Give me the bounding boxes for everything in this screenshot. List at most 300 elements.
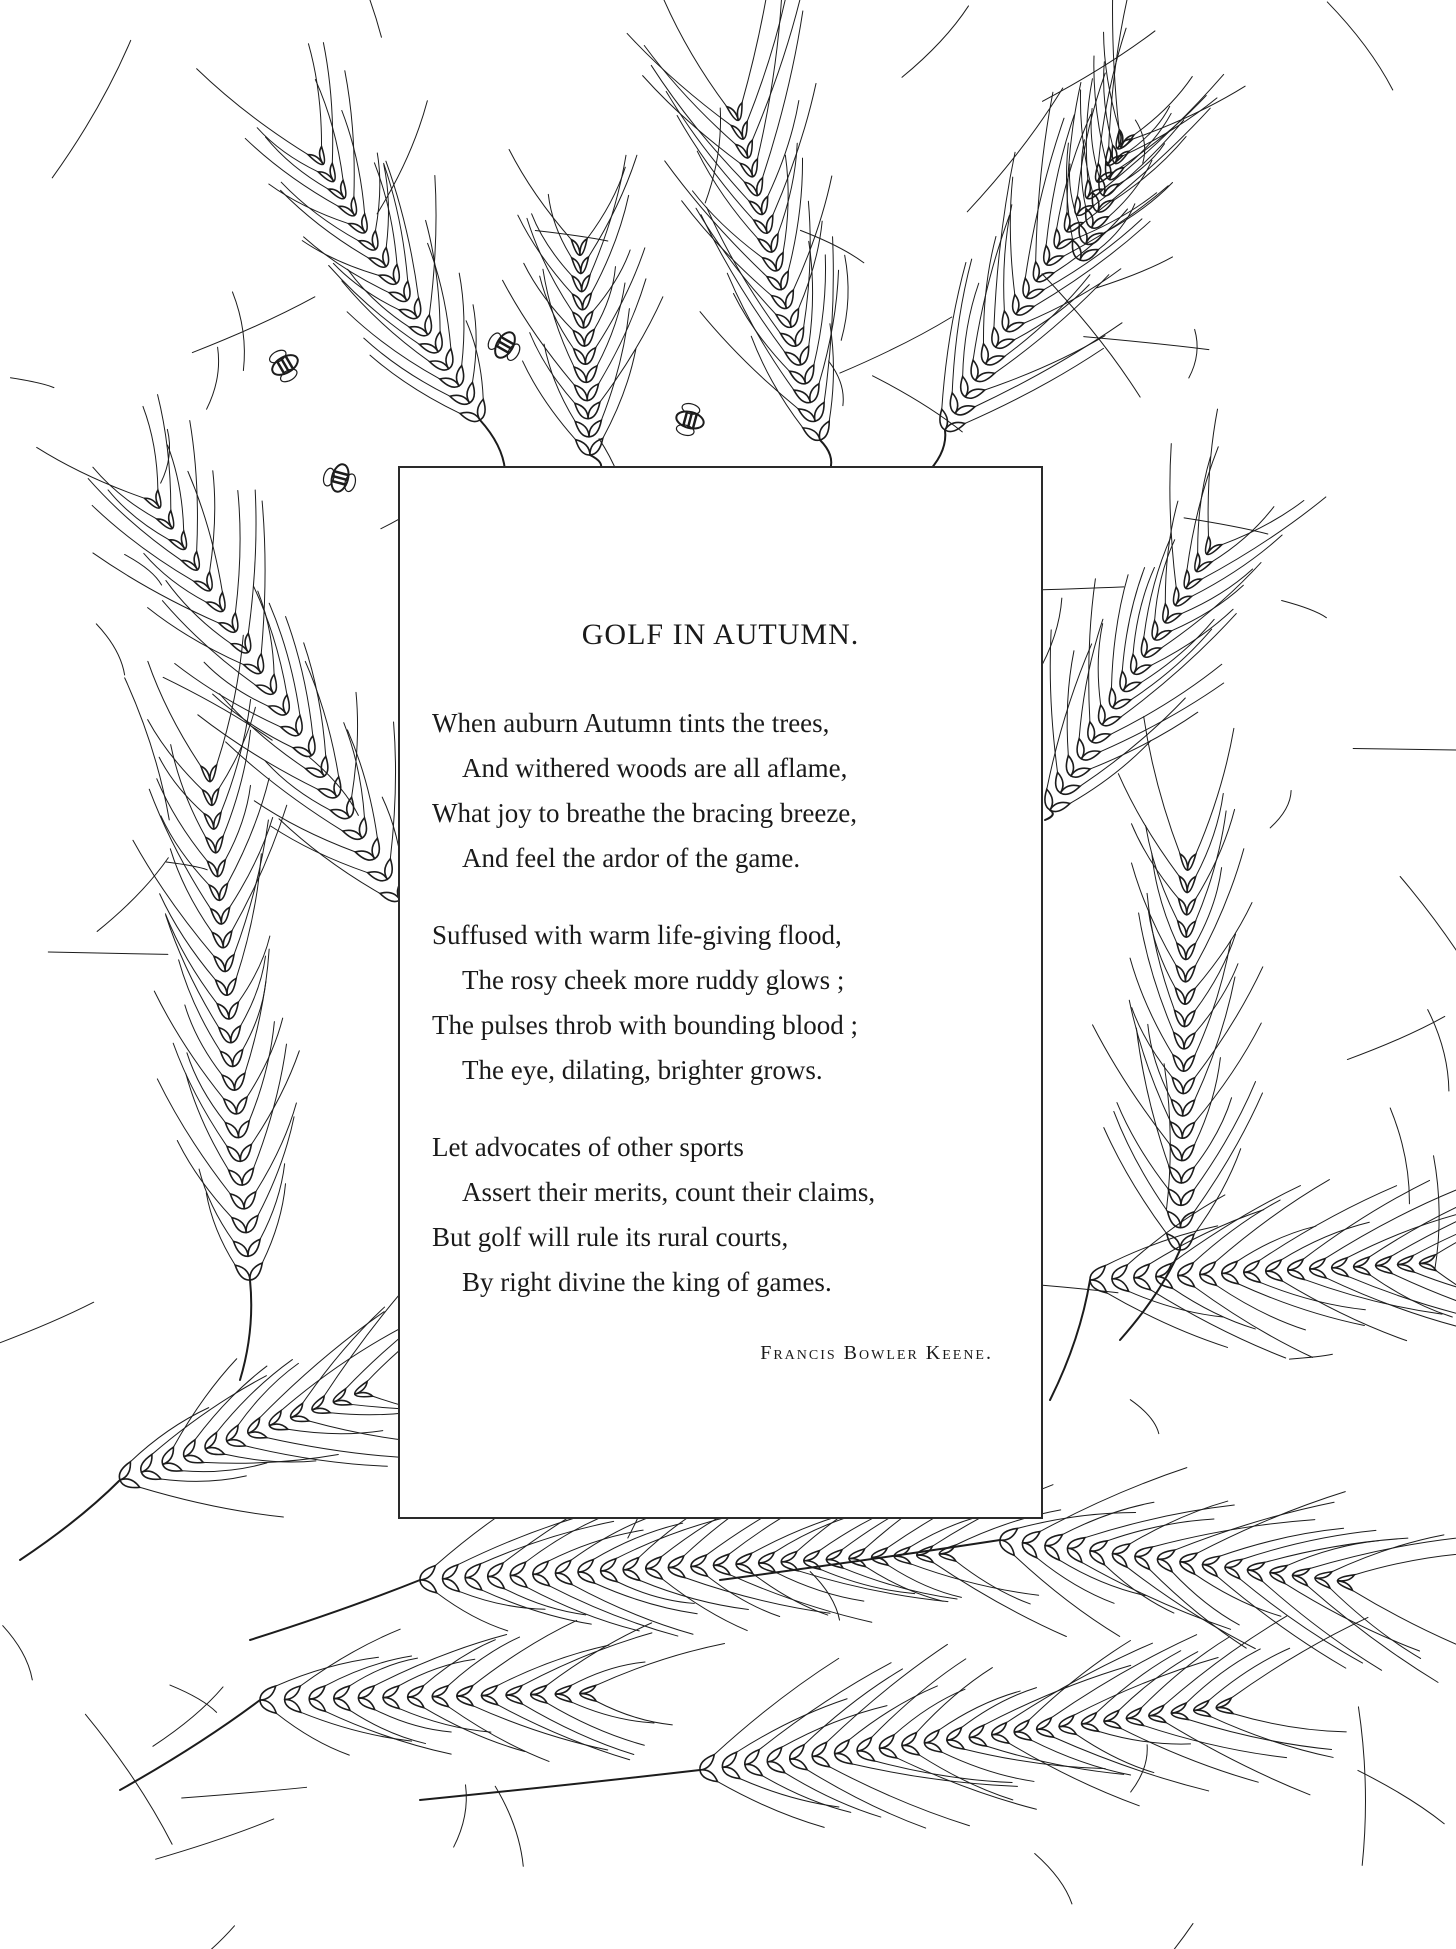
- wheat-grain: [488, 1563, 503, 1577]
- wheat-grain: [232, 613, 238, 632]
- wheat-grain: [1022, 1543, 1036, 1558]
- wheat-awn: [1130, 958, 1173, 1055]
- wheat-grain: [1177, 943, 1186, 959]
- wheat-grain: [1376, 1256, 1392, 1265]
- wheat-grain: [218, 860, 226, 877]
- wheat-awn: [210, 471, 215, 572]
- wheat-awn: [1107, 1293, 1228, 1348]
- wheat-awn: [707, 1576, 779, 1616]
- wheat-awn: [814, 255, 826, 365]
- wheat-awn: [873, 376, 963, 432]
- wheat-grain: [1171, 1713, 1188, 1720]
- wheat-awn: [192, 297, 314, 353]
- wheat-grain: [574, 349, 586, 364]
- wheat-awn: [48, 952, 168, 954]
- wheat-grain: [1354, 1257, 1370, 1267]
- wheat-grain: [1171, 1100, 1182, 1116]
- wheat-awn: [617, 1582, 694, 1604]
- wheat-grain: [355, 1393, 373, 1397]
- wheat-grain: [766, 215, 772, 233]
- wheat-awn: [1270, 791, 1291, 828]
- wheat-awn: [1358, 1770, 1444, 1823]
- wheat-grain: [1248, 1570, 1263, 1581]
- wheat-grain: [1332, 1258, 1348, 1268]
- wheat-awn: [304, 643, 326, 757]
- wheat-grain: [1181, 1167, 1194, 1183]
- wheat-awn: [1132, 863, 1177, 966]
- wheat-grain: [1092, 193, 1099, 212]
- wheat-awn: [52, 40, 130, 177]
- wheat-grain: [1158, 1550, 1175, 1559]
- wheat-grain: [1185, 966, 1195, 982]
- wheat-grain: [1188, 854, 1196, 870]
- wheat-awn: [1189, 329, 1197, 378]
- wheat-awn: [643, 76, 741, 164]
- wheat-awn: [1195, 1574, 1281, 1616]
- wheat-awn: [260, 1164, 285, 1239]
- wheat-grain: [285, 1700, 301, 1713]
- wheat-grain: [776, 315, 791, 328]
- wheat-awn: [804, 1669, 902, 1745]
- wheat-awn: [651, 65, 744, 182]
- wheat-awn: [203, 1455, 338, 1464]
- wheat-awn: [591, 195, 628, 293]
- wheat-awn: [160, 894, 216, 980]
- wheat-grain: [233, 1050, 243, 1067]
- wheat-awn: [271, 826, 368, 873]
- wheat-awn: [1282, 1281, 1406, 1341]
- wheat-grain: [1082, 1713, 1097, 1724]
- wheat-awn: [1149, 912, 1176, 988]
- wheat-awn: [888, 1565, 961, 1597]
- wheat-awn: [1144, 717, 1180, 854]
- wheat-grain: [767, 1762, 784, 1773]
- wheat-awn: [1097, 257, 1173, 288]
- wheat-grain: [1014, 1732, 1031, 1740]
- poem-author: Francis Bowler Keene.: [760, 1342, 993, 1364]
- wheat-grain: [1185, 988, 1195, 1004]
- wheat-awn: [788, 158, 802, 271]
- wheat-grain: [393, 264, 399, 283]
- wheat-grain: [1180, 854, 1188, 870]
- wheat-awn: [286, 617, 313, 736]
- wheat-grain: [481, 1696, 497, 1705]
- wheat-grain: [506, 1695, 522, 1704]
- wheat-grain: [791, 309, 799, 327]
- wheat-stem: [930, 430, 945, 470]
- wheat-grain: [1315, 1578, 1330, 1588]
- wheat-grain: [826, 1550, 842, 1560]
- wheat-awn: [522, 1704, 634, 1755]
- wheat-awn: [165, 914, 217, 1004]
- wheat-grain: [745, 182, 758, 195]
- wheat-awn: [616, 1515, 735, 1558]
- wheat-awn: [1133, 567, 1154, 654]
- wheat-grain: [722, 1767, 739, 1778]
- wheat-grain: [752, 159, 757, 177]
- wheat-awn: [665, 161, 767, 277]
- wheat-awn: [207, 347, 219, 409]
- wheat-ear: [197, 43, 505, 470]
- wheat-grain: [1270, 1573, 1285, 1584]
- wheat-grain: [1126, 1708, 1141, 1719]
- wheat-grain: [1338, 1575, 1355, 1581]
- wheat-awn: [1103, 1924, 1193, 1949]
- wheat-ear: [1045, 409, 1326, 820]
- poem-line: But golf will rule its rural courts,: [432, 1222, 789, 1252]
- wheat-awn: [198, 715, 318, 790]
- wheat-awn: [701, 215, 785, 353]
- wheat-awn: [532, 214, 573, 276]
- wheat-grain: [1079, 224, 1087, 243]
- wheat-grain: [583, 293, 592, 309]
- wheat-grain: [1248, 1562, 1265, 1570]
- wheat-awn: [188, 471, 223, 592]
- wheat-grain: [229, 1002, 238, 1019]
- wheat-awn: [1188, 1720, 1331, 1750]
- stanza-3: [432, 1125, 1021, 1305]
- wheat-awn: [325, 1711, 451, 1754]
- wheat-awn: [171, 745, 206, 838]
- wheat-awn: [662, 0, 727, 107]
- wheat-grain: [1310, 1258, 1325, 1269]
- wheat-grain: [1173, 1055, 1184, 1071]
- wheat-grain: [478, 399, 486, 420]
- wheat-awn: [375, 153, 379, 231]
- wheat-grain: [767, 277, 782, 290]
- wheat-awn: [1089, 579, 1096, 722]
- wheat-awn: [1080, 698, 1185, 786]
- wheat-awn: [1282, 601, 1327, 618]
- wheat-grain: [582, 275, 590, 291]
- wheat-awn: [199, 1169, 233, 1241]
- wheat-awn: [714, 1658, 838, 1754]
- wheat-grain: [1184, 1055, 1195, 1071]
- wheat-awn: [1171, 585, 1243, 631]
- wheat-grain: [555, 1685, 571, 1694]
- wheat-awn: [219, 707, 256, 788]
- wheat-awn: [1211, 1717, 1333, 1758]
- wheat-awn: [170, 1685, 217, 1712]
- wheat-awn: [288, 1429, 383, 1433]
- wheat-awn: [185, 1005, 222, 1075]
- wheat-grain: [203, 790, 212, 805]
- wheat-grain: [240, 1144, 251, 1161]
- wheat-awn: [1130, 1400, 1158, 1434]
- wheat-grain: [119, 1462, 130, 1480]
- wheat-grain: [221, 907, 229, 924]
- wheat-awn: [234, 820, 268, 955]
- wheat-grain: [383, 1686, 399, 1698]
- wheat-awn: [254, 1044, 287, 1168]
- wheat-awn: [985, 336, 1105, 390]
- wheat-grain: [902, 1732, 917, 1745]
- wheat-grain: [1398, 1256, 1414, 1265]
- wheat-grain: [805, 365, 814, 384]
- wheat-awn: [1070, 740, 1151, 803]
- wheat-awn: [829, 361, 844, 406]
- wheat-awn: [718, 1782, 825, 1828]
- wheat-awn: [225, 785, 250, 859]
- wheat-grain: [623, 1570, 640, 1581]
- wheat-awn: [437, 1593, 508, 1631]
- wheat-ear: [1050, 1180, 1456, 1400]
- wheat-grain: [781, 271, 788, 289]
- wheat-awn: [1014, 285, 1089, 340]
- wheat-grain: [219, 1028, 231, 1043]
- wheat-grain: [810, 384, 819, 403]
- wheat-awn: [1085, 1505, 1234, 1538]
- wheat-awn: [182, 1787, 307, 1798]
- wheat-grain: [425, 315, 432, 335]
- wheat-awn: [1067, 82, 1081, 212]
- wheat-awn: [768, 101, 799, 197]
- wheat-awn: [399, 1709, 491, 1733]
- wheat-grain: [575, 403, 588, 418]
- wheat-grain: [141, 1454, 152, 1472]
- wheat-awn: [125, 678, 170, 820]
- wheat-awn: [596, 1643, 725, 1685]
- wheat-grain: [747, 140, 752, 158]
- wheat-grain: [576, 440, 590, 455]
- wheat-grain: [757, 178, 763, 196]
- wheat-grain: [531, 1695, 547, 1703]
- wheat-awn: [1111, 575, 1128, 688]
- wheat-awn: [424, 1708, 525, 1752]
- wheat-awn: [911, 1564, 1039, 1595]
- wheat-grain: [924, 1743, 941, 1752]
- wheat-stem: [480, 420, 505, 470]
- wheat-grain: [531, 1686, 547, 1695]
- wheat-grain: [880, 1735, 895, 1748]
- wheat-grain: [201, 766, 210, 781]
- wheat-awn: [1196, 793, 1224, 876]
- wheat-grain: [408, 1697, 424, 1708]
- wheat-grain: [819, 421, 829, 440]
- wheat-grain: [283, 695, 289, 714]
- wheat-grain: [457, 1696, 473, 1706]
- wheat-awn: [161, 816, 209, 885]
- wheat-grain: [1112, 1279, 1129, 1291]
- stanza-2: [432, 913, 1021, 1093]
- wheat-grain: [120, 1479, 140, 1488]
- wheat-grain: [1270, 1566, 1287, 1573]
- wheat-awn: [1428, 1010, 1449, 1091]
- bee-icon: [321, 460, 359, 495]
- wheat-awn: [1139, 913, 1174, 1033]
- wheat-grain: [1170, 1144, 1182, 1160]
- wheat-grain: [420, 1580, 437, 1593]
- wheat-grain: [269, 1411, 281, 1426]
- wheat-grain: [758, 239, 772, 252]
- wheat-awn: [547, 1623, 652, 1686]
- wheat-grain: [880, 1748, 897, 1758]
- wheat-awn: [1304, 1279, 1442, 1314]
- wheat-grain: [1112, 1265, 1127, 1279]
- wheat-awn: [1353, 748, 1456, 750]
- wheat-awn: [1170, 444, 1176, 587]
- poem-line: The eye, dilating, brighter grows.: [462, 1055, 823, 1085]
- wheat-awn: [301, 1712, 412, 1741]
- wheat-awn: [1358, 1707, 1365, 1865]
- wheat-awn: [254, 586, 287, 695]
- wheat-awn: [177, 1140, 232, 1217]
- wheat-awn: [97, 858, 168, 932]
- wheat-grain: [1000, 1540, 1014, 1555]
- wheat-grain: [1135, 1547, 1152, 1556]
- wheat-grain: [1023, 1532, 1040, 1543]
- wheat-grain: [1104, 184, 1119, 196]
- wheat-grain: [1045, 1535, 1062, 1546]
- wheat-awn: [232, 292, 244, 371]
- wheat-grain: [790, 1745, 804, 1759]
- wheat-awn: [1127, 1195, 1225, 1265]
- wheat-grain: [668, 1568, 685, 1578]
- wheat-grain: [1178, 1263, 1193, 1276]
- wheat-awn: [1099, 1731, 1191, 1744]
- wheat-grain: [333, 1400, 351, 1404]
- wheat-grain: [383, 1698, 399, 1709]
- wheat-grain: [510, 1562, 525, 1575]
- poem-line: By right divine the king of games.: [462, 1267, 832, 1297]
- wheat-awn: [1151, 1290, 1286, 1358]
- wheat-grain: [849, 1549, 865, 1559]
- wheat-grain: [969, 1737, 986, 1746]
- poem-line: Suffused with warm life-giving flood,: [432, 920, 842, 950]
- wheat-grain: [1180, 1553, 1197, 1562]
- wheat-awn: [965, 348, 1103, 423]
- wheat-awn: [1152, 1520, 1315, 1547]
- wheat-grain: [207, 861, 217, 876]
- wheat-awn: [1004, 275, 1090, 357]
- wheat-grain: [443, 1579, 460, 1592]
- wheat-grain: [1187, 899, 1196, 915]
- bee-icon: [265, 344, 305, 386]
- poem-line: And withered woods are all aflame,: [462, 753, 848, 783]
- wheat-grain: [1187, 877, 1195, 893]
- wheat-awn: [1197, 1492, 1345, 1554]
- wheat-grain: [270, 674, 276, 693]
- bee-icon: [672, 401, 707, 439]
- wheat-grain: [223, 931, 232, 948]
- wheat-grain: [601, 1571, 618, 1582]
- wheat-stem: [1050, 1280, 1090, 1400]
- wheat-grain: [245, 633, 251, 652]
- wheat-grain: [1184, 1033, 1195, 1049]
- wheat-grain: [285, 1686, 301, 1699]
- wheat-grain: [222, 1075, 235, 1090]
- wheat-awn: [644, 45, 735, 144]
- wheat-awn: [1096, 1651, 1180, 1713]
- wheat-awn: [1076, 1734, 1154, 1772]
- wheat-grain: [585, 348, 595, 365]
- wheat-awn: [798, 1571, 948, 1602]
- wheat-grain: [383, 248, 389, 267]
- wheat-grain: [790, 1759, 807, 1770]
- wheat-awn: [1309, 1537, 1456, 1569]
- wheat-awn: [1259, 1186, 1396, 1261]
- wheat-awn: [85, 1714, 172, 1844]
- wheat-grain: [803, 428, 820, 440]
- wheat-grain: [232, 1218, 246, 1233]
- wheat-ear: [120, 1620, 725, 1790]
- wheat-grain: [224, 1099, 237, 1114]
- wheat-grain: [1315, 1572, 1332, 1578]
- wheat-grain: [225, 955, 234, 972]
- wheat-grain: [835, 1754, 852, 1764]
- wheat-grain: [408, 1686, 424, 1697]
- wheat-awn: [206, 1193, 235, 1265]
- wheat-grain: [465, 1564, 480, 1578]
- wheat-grain: [291, 1416, 309, 1421]
- wheat-grain: [573, 331, 584, 346]
- wheat-grain: [1174, 1033, 1184, 1049]
- wheat-awn: [375, 1710, 452, 1732]
- wheat-awn: [143, 406, 158, 490]
- wheat-grain: [1090, 1266, 1105, 1280]
- wheat-grain: [359, 818, 366, 838]
- wheat-grain: [510, 1575, 527, 1587]
- wheat-grain: [1376, 1266, 1392, 1274]
- wheat-awn: [1208, 409, 1217, 536]
- wheat-awn: [773, 83, 816, 215]
- wheat-awn: [897, 1758, 1037, 1809]
- wheat-awn: [1042, 31, 1154, 101]
- wheat-awn: [1196, 809, 1235, 899]
- wheat-awn: [1327, 2, 1392, 90]
- wheat-awn: [300, 1629, 400, 1686]
- wheat-grain: [184, 1440, 195, 1457]
- wheat-awn: [1132, 824, 1179, 899]
- wheat-awn: [276, 1657, 379, 1686]
- wheat-grain: [555, 1694, 571, 1702]
- wheat-grain: [812, 1756, 829, 1766]
- wheat-awn: [1212, 507, 1274, 562]
- wheat-grain: [432, 1697, 448, 1707]
- wheat-awn: [504, 1589, 585, 1615]
- wheat-awn: [170, 849, 212, 933]
- wheat-awn: [595, 1583, 698, 1614]
- wheat-awn: [1104, 1565, 1173, 1613]
- wheat-grain: [555, 1573, 572, 1584]
- wheat-awn: [3, 1626, 33, 1680]
- wheat-stem: [20, 1480, 120, 1560]
- wheat-grain: [506, 1686, 522, 1695]
- wheat-awn: [162, 601, 256, 686]
- wheat-grain: [668, 1556, 683, 1568]
- wheat-awn: [1281, 1222, 1369, 1260]
- wheat-grain: [815, 402, 824, 421]
- wheat-grain: [812, 1742, 826, 1756]
- wheat-grain: [798, 409, 815, 422]
- wheat-grain: [1067, 1548, 1081, 1562]
- wheat-awn: [1303, 1180, 1429, 1259]
- wheat-awn: [902, 6, 968, 77]
- wheat-grain: [969, 1725, 984, 1737]
- wheat-awn: [1059, 1560, 1145, 1595]
- wheat-awn: [1194, 1082, 1255, 1190]
- wheat-grain: [1180, 1562, 1195, 1574]
- wheat-grain: [1175, 1010, 1185, 1026]
- wheat-grain: [767, 1747, 781, 1762]
- wheat-grain: [1072, 240, 1081, 260]
- wheat-awn: [1195, 811, 1226, 921]
- wheat-awn: [495, 1786, 523, 1866]
- wheat-awn: [88, 479, 182, 561]
- wheat-grain: [992, 1735, 1009, 1744]
- wheat-grain: [372, 838, 379, 858]
- wheat-grain: [1168, 1211, 1181, 1227]
